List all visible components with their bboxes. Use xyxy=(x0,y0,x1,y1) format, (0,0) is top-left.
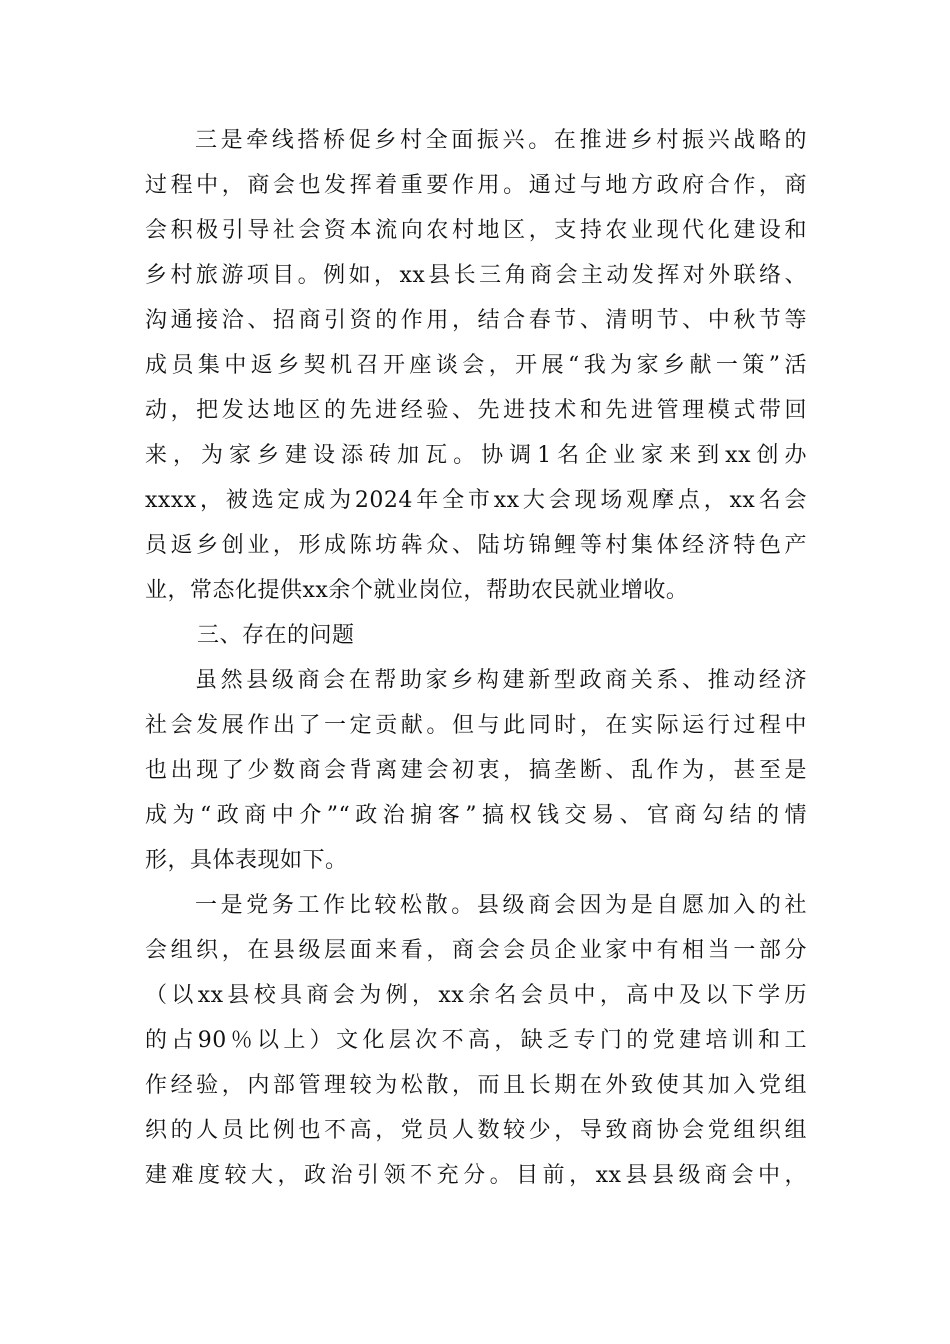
paragraph-line: 成员集中返乡契机召开座谈会，开展“我为家乡献一策”活 xyxy=(145,353,807,378)
paragraph-party-work xyxy=(145,883,807,1198)
paragraph-line: 社会发展作出了一定贡献。但与此同时，在实际运行过程中 xyxy=(145,713,807,738)
document-body xyxy=(145,118,807,1198)
paragraph-line: 过程中，商会也发挥着重要作用。通过与地方政府合作，商 xyxy=(145,173,807,198)
paragraph-line: （以xx县校具商会为例，xx余名会员中，高中及以下学历 xyxy=(145,983,807,1008)
section-heading: 三、存在的问题 xyxy=(197,623,355,648)
paragraph-line: 员返乡创业，形成陈坊犇众、陆坊锦鲤等村集体经济特色产 xyxy=(145,533,807,558)
paragraph-line: 形，具体表现如下。 xyxy=(145,848,348,873)
paragraph-line: 的占90％以上）文化层次不高，缺乏专门的党建培训和工 xyxy=(145,1028,807,1053)
paragraph-line: 三是牵线搭桥促乡村全面振兴。在推进乡村振兴战略的 xyxy=(195,128,807,153)
paragraph-line: 来，为家乡建设添砖加瓦。协调1名企业家来到xx创办 xyxy=(145,443,807,468)
paragraph-line: xxxx，被选定成为2024年全市xx大会现场观摩点，xx名会 xyxy=(145,488,807,513)
paragraph-line: 乡村旅游项目。例如，xx县长三角商会主动发挥对外联络、 xyxy=(145,263,807,288)
paragraph-line: 织的人员比例也不高，党员人数较少，导致商协会党组织组 xyxy=(145,1118,807,1143)
paragraph-line: 沟通接洽、招商引资的作用，结合春节、清明节、中秋节等 xyxy=(145,308,807,333)
paragraph-line: 动，把发达地区的先进经验、先进技术和先进管理模式带回 xyxy=(145,398,807,423)
paragraph-line: 一是党务工作比较松散。县级商会因为是自愿加入的社 xyxy=(195,893,807,918)
paragraph-line: 成为“政商中介”“政治掮客”搞权钱交易、官商勾结的情 xyxy=(145,803,807,828)
paragraph-line: 会组织，在县级层面来看，商会会员企业家中有相当一部分 xyxy=(145,938,807,963)
paragraph-line: 虽然县级商会在帮助家乡构建新型政商关系、推动经济 xyxy=(195,668,807,693)
paragraph-line: 作经验，内部管理较为松散，而且长期在外致使其加入党组 xyxy=(145,1073,807,1098)
paragraph-line: 业，常态化提供xx余个就业岗位，帮助农民就业增收。 xyxy=(145,578,689,603)
paragraph-line: 也出现了少数商会背离建会初衷，搞垄断、乱作为，甚至是 xyxy=(145,758,807,783)
paragraph-line: 会积极引导社会资本流向农村地区，支持农业现代化建设和 xyxy=(145,218,807,243)
paragraph-problems-intro xyxy=(145,658,807,883)
paragraph-line: 建难度较大，政治引领不充分。目前，xx县县级商会中， xyxy=(145,1163,807,1188)
paragraph-rural-revitalization xyxy=(145,118,807,613)
